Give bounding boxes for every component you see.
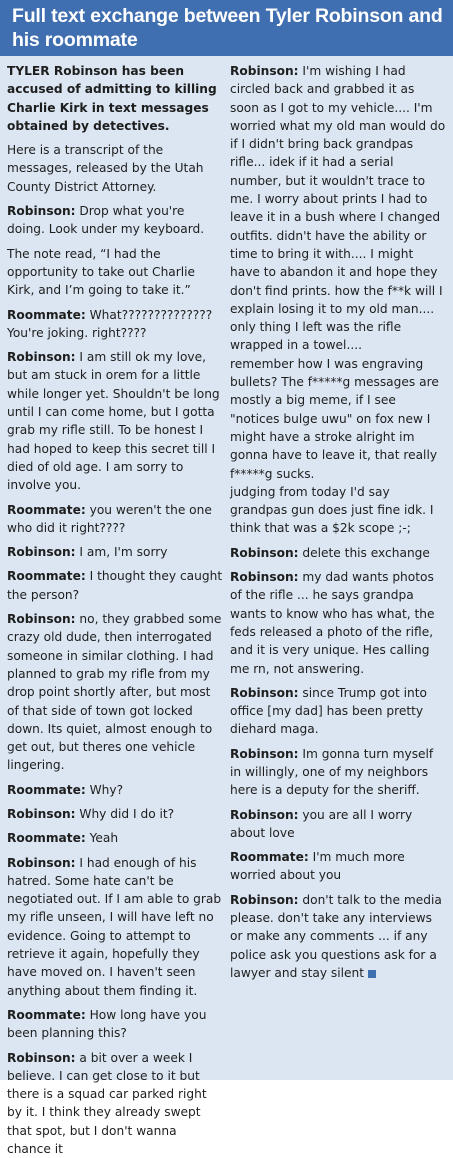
message-text: Why did I do it? [75, 806, 175, 821]
message-text: since Trump got into office [my dad] has been pretty diehard maga. [230, 685, 427, 737]
message [7, 829, 223, 847]
speaker: Roommate: [230, 850, 309, 865]
message-text: I thought they caught the person? [7, 569, 223, 602]
speaker: Robinson: [230, 570, 299, 585]
speaker: Robinson: [230, 807, 299, 822]
message [7, 245, 223, 300]
message [7, 1006, 223, 1043]
message-text: I had enough of his hatred. Some hate can't be negotiated out. If I am able to grab my rifle unseen, I will have left no evidence. Going to attempt to retrieve it again, hopefully they have moved on. I haven't seen anything about them finding it. [7, 855, 222, 998]
speaker: Robinson: [7, 806, 76, 821]
speaker: Roommate: [7, 1007, 86, 1022]
message-text: judging from today I'd say grandpas gun does just fine idk. I think that was a $2k scope ;-; [230, 484, 434, 536]
message-text: don't talk to the media please. don't take any interviews or make any comments ... if any police ask you questions ask for a lawyer and stay silent [230, 892, 442, 980]
message-text: Im gonna turn myself in willingly, one of my neighbors here is a deputy for the sheriff. [230, 746, 434, 798]
message [230, 848, 446, 885]
headline-text: Full text exchange between Tyler Robinson and his roommate [12, 5, 443, 51]
speaker: Roommate: [7, 831, 86, 846]
message-text: I am, I'm sorry [75, 545, 168, 560]
message-text: remember how I was engraving bullets? The f*****g messages are mostly a big meme, if I see "notices bulge uwu" on fox new I might have a stroke alright im gonna have to leave it, that really f*****g sucks. [230, 356, 439, 481]
message [7, 781, 223, 799]
speaker: Roommate: [7, 569, 86, 584]
speaker: Roommate: [7, 307, 86, 322]
message-text: Drop what you're doing. Look under my keyboard. [7, 204, 205, 237]
message [7, 306, 223, 343]
message-text: you weren't the one who did it right???? [7, 502, 212, 535]
speaker: Roommate: [7, 502, 86, 517]
speaker: Robinson: [7, 855, 76, 870]
message-text: The note read, “I had the opportunity to take out Charlie Kirk, and I’m going to take it.” [7, 246, 196, 298]
message [7, 202, 223, 239]
speaker: Robinson: [7, 204, 76, 219]
transcript-panel [0, 56, 453, 1157]
message [230, 745, 446, 800]
message [230, 891, 446, 982]
message [230, 568, 446, 678]
headline [0, 0, 453, 56]
message-text: What?????????????? You're joking. right???? [7, 307, 213, 340]
message [7, 501, 223, 538]
speaker: Robinson: [230, 545, 299, 560]
column-right [230, 62, 446, 1080]
message [7, 610, 223, 775]
message-text: a bit over a week I believe. I can get close to it but there is a squad car parked right by it. I think they already swept that spot, but I don't wanna chance it [7, 1050, 207, 1157]
speaker: Robinson: [230, 892, 299, 907]
message [230, 544, 446, 562]
message-text: I'm much more worried about you [230, 850, 405, 883]
message [230, 318, 446, 355]
message [230, 684, 446, 739]
speaker: Robinson: [7, 545, 76, 560]
message-text: you are all I worry about love [230, 807, 413, 840]
message-text: How long have you been planning this? [7, 1007, 207, 1041]
speaker: Robinson: [230, 64, 299, 78]
message [7, 543, 223, 561]
intro-lead: TYLER Robinson has been accused of admitting to killing Charlie Kirk in text messages obtained by detectives. [7, 64, 217, 133]
column-left [7, 62, 223, 1157]
message [230, 355, 446, 483]
message [230, 62, 446, 318]
message-text: delete this exchange [298, 545, 430, 560]
end-square-icon [368, 970, 376, 978]
speaker: Roommate: [7, 782, 86, 797]
message [7, 1049, 223, 1158]
speaker: Robinson: [230, 746, 299, 761]
speaker: Robinson: [7, 1050, 76, 1065]
speaker: Robinson: [7, 350, 76, 365]
message-text: my dad wants photos of the rifle ... he says grandpa wants to know who has what, the feds released a photo of the rifle, and it is very unique. Hes calling me rn, not answering. [230, 570, 435, 676]
message-text: I am still ok my love, but am stuck in orem for a little while longer yet. Shouldn't be long until I can come home, but I gotta grab my rifle still. To be honest I had hoped to keep this secret till I died of old age. I am sorry to involve you. [7, 350, 220, 493]
message-text: I'm wishing I had circled back and grabbed it as soon as I got to my vehicle.... I'm worried what my old man would do if I didn't bring back grandpas rifle... idek if it had a serial number, but it wouldn't trace to me. I worry about prints I had to leave it in a bush where I changed outfits. didn't have the ability or time to bring it with.... I might have to abandon it and hope they don't find prints. how the f**k will I explain losing it to my old man.... [230, 64, 446, 316]
message-text: only thing I left was the rifle wrapped in a towel.... [230, 320, 402, 353]
message [7, 805, 223, 823]
message-text: no, they grabbed some crazy old dude, then interrogated someone in similar clothing. I had planned to grab my rifle from my drop point shortly after, but most of that side of town got locked down. Its quiet, almost enough to get out, but theres one vehicle lingering. [7, 612, 222, 773]
message-text: Yeah [85, 831, 119, 846]
message [230, 806, 446, 843]
message [7, 567, 223, 604]
intro-paragraph: Here is a transcript of the messages, released by the Utah County District Attorney. [7, 143, 204, 194]
message [230, 483, 446, 538]
message-text: Why? [85, 782, 124, 797]
message [7, 348, 223, 494]
speaker: Robinson: [7, 612, 76, 627]
message [7, 854, 223, 1000]
speaker: Robinson: [230, 685, 299, 700]
